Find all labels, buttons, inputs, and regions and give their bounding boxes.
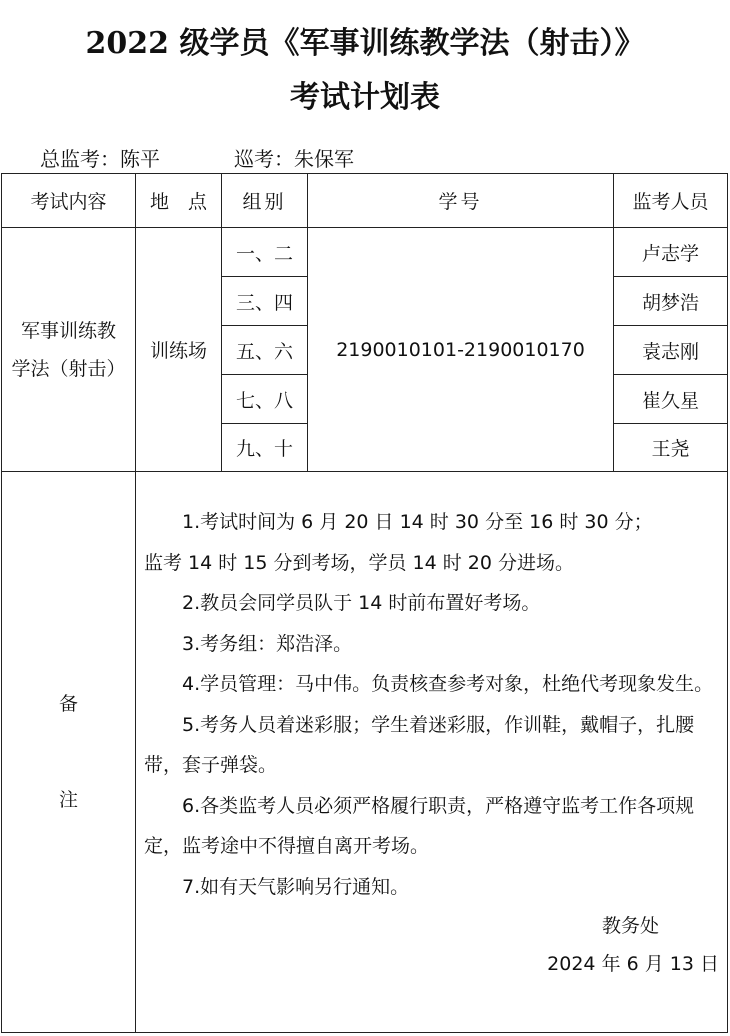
note-7: 7.如有天气影响另行通知。 <box>182 875 410 898</box>
group-cell: 七、八 <box>222 375 308 424</box>
header-group: 组别 <box>222 174 308 228</box>
notes-label-char2: 注 <box>58 789 78 811</box>
issuer: 教务处 <box>601 915 659 937</box>
proctor-cell: 王尧 <box>614 424 728 472</box>
proctor-cell: 卢志学 <box>614 228 728 277</box>
notes-content-cell <box>136 472 728 1033</box>
table-row <box>2 228 728 277</box>
exam-location-cell: 训练场 <box>136 228 222 472</box>
header-location: 地 点 <box>136 174 222 228</box>
supervisor-line <box>40 143 354 172</box>
header-proctors: 监考人员 <box>614 174 728 228</box>
note-1-continued: 监考 14 时 15 分到考场，学员 14 时 20 分进场。 <box>144 551 575 574</box>
note-5: 5.考务人员着迷彩服；学生着迷彩服，作训鞋，戴帽子，扎腰带，套子弹袋。 <box>144 713 695 776</box>
note-1: 1.考试时间为 6 月 20 日 14 时 30 分至 16 时 30 分； <box>182 511 653 533</box>
exam-content-line2: 学法（射击） <box>11 357 126 380</box>
group-cell: 五、六 <box>222 326 308 375</box>
notes-label-cell <box>2 472 136 1033</box>
proctor-cell: 胡梦浩 <box>614 277 728 326</box>
note-3: 3.考务组：郑浩泽。 <box>182 632 353 655</box>
issue-date: 2024 年 6 月 13 日 <box>547 953 719 975</box>
header-student-id: 学号 <box>308 174 614 228</box>
proctor-cell: 崔久星 <box>614 375 728 424</box>
notes-label-char1: 备 <box>58 693 78 715</box>
student-id-range-cell: 2190010101-2190010170 <box>308 228 614 472</box>
header-exam-content: 考试内容 <box>2 174 136 228</box>
notes-row <box>2 472 728 1033</box>
note-4: 4.学员管理：马中伟。负责核查参考对象，杜绝代考现象发生。 <box>182 673 714 695</box>
group-cell: 九、十 <box>222 424 308 472</box>
group-cell: 三、四 <box>222 277 308 326</box>
exam-plan-table <box>1 173 728 1033</box>
exam-content-line1: 军事训练教 <box>20 319 116 342</box>
note-2: 2.教员会同学员队于 14 时前布置好考场。 <box>182 592 541 614</box>
patrol-supervisor: 巡考：朱保军 <box>234 147 354 171</box>
chief-supervisor: 总监考：陈平 <box>40 147 160 171</box>
note-6: 6.各类监考人员必须严格履行职责，严格遵守监考工作各项规定，监考途中不得擅自离开考场。 <box>144 794 695 857</box>
document-title-line2: 考试计划表 <box>290 80 440 115</box>
table-header-row <box>2 174 728 228</box>
group-cell: 一、二 <box>222 228 308 277</box>
document-title-line1: 2022 级学员《军事训练教学法（射击）》 <box>85 26 645 61</box>
proctor-cell: 袁志刚 <box>614 326 728 375</box>
exam-content-cell <box>2 228 136 472</box>
